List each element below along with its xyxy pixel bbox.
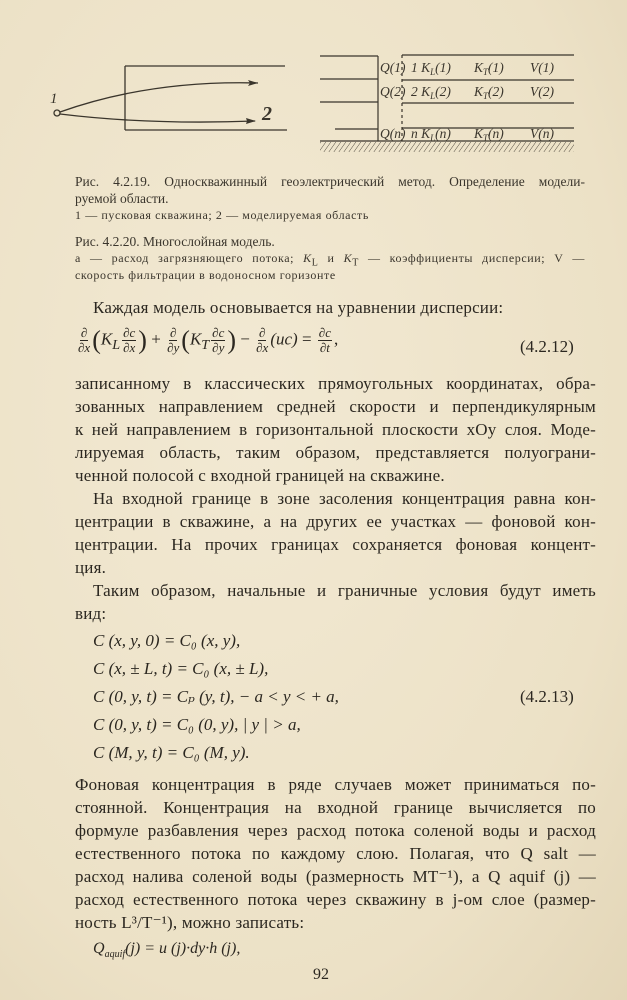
legend-fig-4-2-19: 1 — пусковая скважина; 2 — моделируемая область	[75, 208, 369, 222]
layer-1-q: Q(1)	[380, 60, 406, 75]
area-label: 2	[262, 103, 272, 125]
paragraph-line: зованных направлением средней скорости и перпендикулярным	[75, 397, 596, 416]
paragraph-line: Фоновая концентрация в ряде случаев может приниматься по-	[75, 775, 596, 794]
paragraph-line: ность L³/T⁻¹), можно записать:	[75, 913, 305, 932]
caption-fig-4-2-19: Рис. 4.2.19. Односкважинный геоэлектрический метод. Определение модели-	[75, 174, 585, 189]
condition-5: C (M, y, t) = C₀ (M, y).	[93, 743, 250, 762]
legend-fig-4-2-20: a — расход загрязняющего потока; $K_L$ и $K_T$ — коэффициенты дисперсии; V —	[75, 251, 585, 269]
paragraph-line: расход естественного потока через скважину в j-ом слое (размер-	[75, 890, 596, 909]
paragraph-line: Таким образом, начальные и граничные условия будут иметь	[93, 581, 596, 600]
equation-number-4-2-12: (4.2.12)	[520, 337, 574, 356]
paragraph-line: центрации. На прочих границах сохраняется фоновая концент-	[75, 535, 596, 554]
paragraph-line: На входной границе в зоне засоления концентрация равна кон-	[93, 489, 596, 508]
layer-2-kl: 2 $K_L(2)$	[411, 84, 451, 101]
page-number: 92	[313, 966, 329, 983]
intro-line: Каждая модель основывается на уравнении дисперсии:	[93, 298, 504, 317]
caption-fig-4-2-20: Рис. 4.2.20. Многослойная модель.	[75, 234, 275, 249]
paragraph-line: ция.	[75, 558, 107, 577]
paragraph-line: ченной полосой с входной границей на скважине.	[75, 466, 445, 485]
equation-number-4-2-13: (4.2.13)	[520, 687, 574, 706]
layer-n-kt: $K_T(n)$	[474, 126, 504, 143]
legend-fig-4-2-20-cont: скорость фильтрации в водоносном горизонте	[75, 268, 336, 282]
condition-3: C (0, y, t) = Cₚ (y, t), − a < y < + a,	[93, 687, 339, 706]
caption-fig-4-2-19-cont: руемой области.	[75, 191, 169, 206]
paragraph-line: записанному в классических прямоугольных координатах, обра-	[75, 374, 596, 393]
layer-1-kt: $K_T(1)$	[474, 60, 504, 77]
condition-1: C (x, y, 0) = C₀ (x, y),	[93, 631, 241, 650]
layer-2-v: V(2)	[530, 84, 554, 99]
layer-2-q: Q(2)	[380, 84, 406, 99]
paragraph-line: лируемая область, таким образом, представляется полуограни-	[75, 443, 596, 462]
condition-4: C (0, y, t) = C₀ (0, y), | y | > a,	[93, 715, 301, 734]
paragraph-line: естественного потока по каждому слою. Полагая, что Q salt —	[75, 844, 596, 863]
layer-n-q: Q(n)	[380, 126, 406, 141]
layer-n-v: V(n)	[530, 126, 554, 141]
paragraph-line: вид:	[75, 604, 107, 623]
layer-1-kl: 1 $K_L(1)$	[411, 60, 451, 77]
paragraph-line: формуле разбавления через расход потока соленой воды и расход	[75, 821, 596, 840]
paragraph-line: центрации в скважине, а на других ее участках — фоновой кон-	[75, 512, 596, 531]
paragraph-line: к ней направлением в горизонтальной плоскости xOy слоя. Моде-	[75, 420, 596, 439]
layer-2-kt: $K_T(2)$	[474, 84, 504, 101]
paragraph-line: стоянной. Концентрация на входной границе вычисляется по	[75, 798, 596, 817]
condition-2: C (x, ± L, t) = C₀ (x, ± L),	[93, 659, 269, 678]
ground-hatching	[320, 142, 574, 152]
equation-4-2-12: $\frac{\partial}{\partial x}$ ($K_L$ $\frac{\partial c}{\partial x}$ ) + $\frac{\partial}{\partial y}$ ($K_T$ $\frac{\partial c}{\partial y}$ ) − $\frac{\partial}{\partial x}$ (uc) = $\frac{\partial c}{\partial t}$ ,	[78, 325, 339, 355]
equation-q-aquif: $Q_{aquif}(j) = u$ (j)·dy·h (j),	[93, 940, 241, 961]
layer-n-kl: n $K_L(n)$	[411, 126, 451, 143]
figure-4-2-20	[0, 0, 627, 170]
layer-1-v: V(1)	[530, 60, 554, 75]
paragraph-line: расход налива соленой воды (размерность MT⁻¹), а Q aquif (j) —	[75, 867, 596, 886]
well-label: 1	[50, 91, 58, 107]
